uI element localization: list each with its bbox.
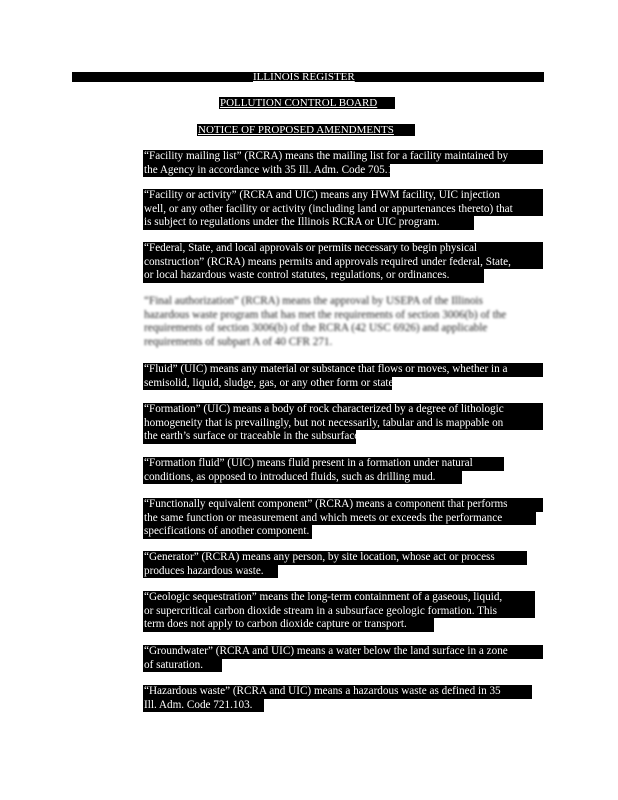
text-line: “Formation” (UIC) means a body of rock characterized by a degree of lithologic	[143, 403, 543, 417]
text-line: conditions, as opposed to introduced fluids, such as drilling mud.	[143, 471, 462, 485]
definition-fluid	[143, 363, 543, 390]
text-line: the earth’s surface or traceable in the subsurface.	[144, 430, 363, 443]
text-line: the same function or measurement and which meets or exceeds the performance	[143, 512, 536, 526]
text-line: well, or any other facility or activity (including land or appurtenances thereto) that	[143, 203, 543, 217]
text-line: construction” (RCRA) means permits and approvals required under federal, State,	[143, 256, 543, 270]
notice-title: NOTICE OF PROPOSED AMENDMENTS	[198, 124, 394, 136]
text-line: “Geologic sequestration” means the long-term containment of a gaseous, liquid,	[143, 591, 535, 605]
text-line: is subject to regulations under the Illinois RCRA or UIC program.	[143, 216, 474, 230]
definition-generator	[143, 551, 543, 578]
text-line: specifications of another component.	[143, 525, 312, 539]
definition-facility-mailing-list	[143, 150, 543, 177]
board-title: POLLUTION CONTROL BOARD	[220, 97, 378, 109]
text-line: hazardous waste program that has met the requirements of section 3006(b) of the	[143, 309, 543, 323]
text-line: or local hazardous waste control statutes, regulations, or ordinances.	[143, 269, 484, 283]
definition-facility-or-activity	[143, 189, 543, 230]
definition-groundwater	[143, 645, 543, 672]
text-line: “Generator” (RCRA) means any person, by site location, whose act or process	[143, 551, 527, 565]
text-line: requirements of subpart A of 40 CFR 271.	[143, 336, 354, 350]
text-line: the Agency in accordance with 35 Ill. Adm. Code 705.163(a).	[144, 163, 420, 176]
text-line: “Fluid” (UIC) means any material or substance that flows or moves, whether in a	[143, 363, 543, 377]
text-line: produces hazardous waste.	[143, 565, 278, 579]
text-line: “Hazardous waste” (RCRA and UIC) means a hazardous waste as defined in 35	[143, 685, 532, 699]
text-line: or supercritical carbon dioxide stream in a subsurface geologic formation. This	[143, 605, 535, 619]
text-line: “Formation fluid” (UIC) means fluid present in a formation under natural	[143, 457, 504, 471]
definition-functionally-equivalent-component	[143, 498, 543, 539]
text-line: requirements of section 3006(b) of the RCRA (42 USC 6926) and applicable	[143, 322, 543, 336]
text-line: semisolid, liquid, sludge, gas, or any other form or state.	[144, 376, 397, 389]
text-line: “Groundwater” (RCRA and UIC) means a water below the land surface in a zone	[143, 645, 543, 659]
text-line: term does not apply to carbon dioxide capture or transport.	[143, 618, 434, 632]
text-line: homogeneity that is prevailingly, but not necessarily, tabular and is mappable on	[143, 417, 543, 431]
register-title: ILLINOIS REGISTER	[253, 71, 355, 83]
text-line: “Facility or activity” (RCRA and UIC) means any HWM facility, UIC injection	[143, 189, 543, 203]
definition-hazardous-waste	[143, 685, 543, 712]
definition-formation	[143, 403, 543, 444]
definition-formation-fluid	[143, 457, 543, 484]
definition-final-authorization	[143, 295, 543, 349]
definition-geologic-sequestration	[143, 591, 543, 632]
text-line: of saturation.	[143, 659, 222, 673]
text-line: “Final authorization” (RCRA) means the approval by USEPA of the Illinois	[143, 295, 543, 309]
definition-approvals-permits	[143, 242, 543, 283]
text-line: Ill. Adm. Code 721.103.	[143, 699, 264, 713]
text-line: “Federal, State, and local approvals or permits necessary to begin physical	[143, 242, 543, 256]
text-line: “Facility mailing list” (RCRA) means the mailing list for a facility maintained by	[143, 150, 543, 164]
text-line: “Functionally equivalent component” (RCRA) means a component that performs	[143, 498, 543, 512]
